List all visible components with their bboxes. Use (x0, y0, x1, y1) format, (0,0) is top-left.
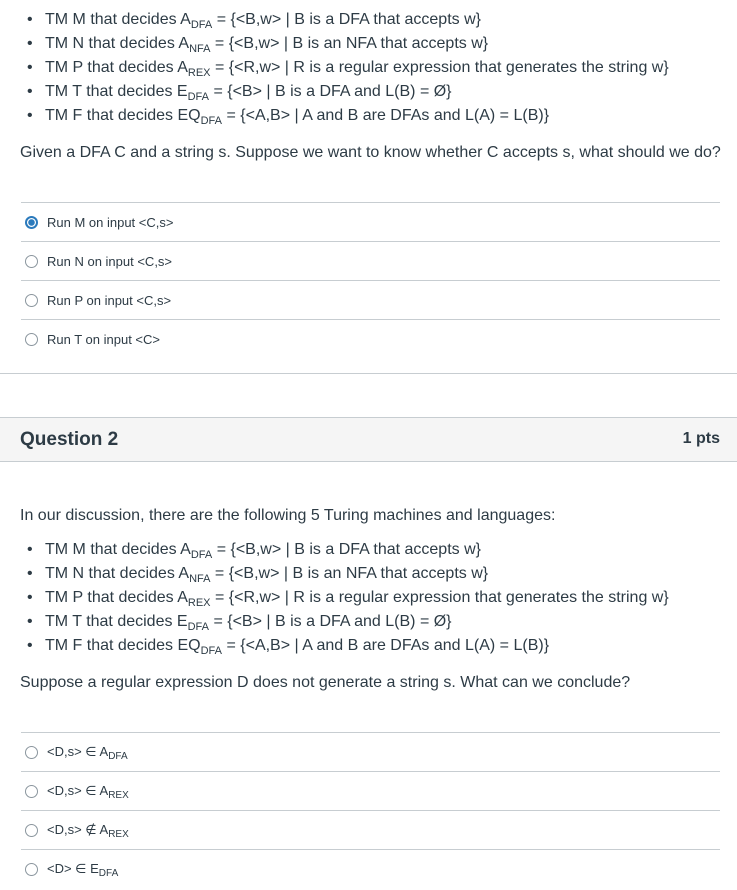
q2-prompt: Suppose a regular expression D does not generate a string s. What can we conclude? (20, 674, 631, 691)
q2-tm-item: • TM T that decides $E_{DFA} = \{<B>$ | B is a DFA and L(B) = Ø} (0, 610, 737, 634)
answer-label: <D,s> ∉ $A_{REX}$ (47, 822, 129, 840)
bullet-icon: • (27, 35, 33, 52)
answer-label: Run P on input <C,s> (47, 292, 172, 308)
radio-icon[interactable] (25, 746, 38, 759)
answer-label: <D,s> ∈ $A_{REX}$ (47, 783, 129, 801)
answer-label: <D,s> ∈ $A_{DFA}$ (47, 744, 128, 762)
q1-answer-option[interactable] (21, 280, 720, 319)
radio-icon[interactable] (25, 785, 38, 798)
q2-answer-option[interactable] (21, 849, 720, 888)
radio-icon[interactable] (25, 863, 38, 876)
radio-selected-icon[interactable] (25, 216, 38, 229)
q1-tm-item: • TM F that decides $EQ_{DFA} = \{<A,B>$ | A and B are DFAs and L(A) = L(B)} (0, 104, 737, 128)
question-header (0, 417, 737, 462)
q1-tm-list (0, 8, 737, 128)
q2-intro: In our discussion, there are the following 5 Turing machines and languages: (20, 507, 556, 524)
radio-icon[interactable] (25, 333, 38, 346)
bullet-icon: • (27, 59, 33, 76)
answer-label: Run T on input <C> (47, 331, 160, 347)
question-points: 1 pts (682, 430, 720, 447)
answer-label: Run N on input <C,s> (47, 253, 173, 269)
q1-prompt: Given a DFA C and a string s. Suppose we want to know whether C accepts s, what should we do? (20, 144, 721, 161)
q1-tm-item: • TM N that decides $A_{NFA} = \{<B,w>$ | B is an NFA that accepts w} (0, 32, 737, 56)
bullet-icon: • (27, 541, 33, 558)
q1-tm-list-container (0, 8, 737, 128)
q2-tm-item: • TM P that decides $A_{REX} = \{<R,w>$ | R is a regular expression that generates the string w} (0, 586, 737, 610)
bullet-icon: • (27, 589, 33, 606)
radio-icon[interactable] (25, 824, 38, 837)
q2-tm-list (0, 538, 737, 658)
q2-answer-option[interactable] (21, 732, 720, 771)
q1-tm-item: • TM T that decides $E_{DFA} = \{<B>$ | B is a DFA and L(B) = Ø} (0, 80, 737, 104)
bullet-icon: • (27, 613, 33, 630)
q2-tm-item: • TM F that decides $EQ_{DFA} = \{<A,B>$ | A and B are DFAs and L(A) = L(B)} (0, 634, 737, 658)
q1-answer-option[interactable] (21, 319, 720, 358)
q1-tm-item: • TM M that decides $A_{DFA} = \{<B,w>$ | B is a DFA that accepts w} (0, 8, 737, 32)
q1-tm-item: • TM P that decides $A_{REX} = \{<R,w>$ | R is a regular expression that generates the string w} (0, 56, 737, 80)
q2-tm-item: • TM N that decides $A_{NFA} = \{<B,w>$ | B is an NFA that accepts w} (0, 562, 737, 586)
bullet-icon: • (27, 565, 33, 582)
q2-tm-item: • TM M that decides $A_{DFA} = \{<B,w>$ | B is a DFA that accepts w} (0, 538, 737, 562)
answer-label: <D> ∈ $E_{DFA}$ (47, 861, 119, 879)
q1-answer-list (21, 202, 720, 358)
bullet-icon: • (27, 11, 33, 28)
question-title: Question 2 (20, 429, 119, 450)
question-divider (0, 373, 737, 374)
q1-answer-option[interactable] (21, 202, 720, 241)
q2-tm-list-container (0, 538, 737, 658)
q2-answer-list (21, 732, 720, 888)
q1-answer-option[interactable] (21, 241, 720, 280)
bullet-icon: • (27, 107, 33, 124)
answer-label: Run M on input <C,s> (47, 214, 174, 230)
radio-icon[interactable] (25, 255, 38, 268)
bullet-icon: • (27, 637, 33, 654)
bullet-icon: • (27, 83, 33, 100)
q2-answer-option[interactable] (21, 810, 720, 849)
q2-answer-option[interactable] (21, 771, 720, 810)
radio-icon[interactable] (25, 294, 38, 307)
